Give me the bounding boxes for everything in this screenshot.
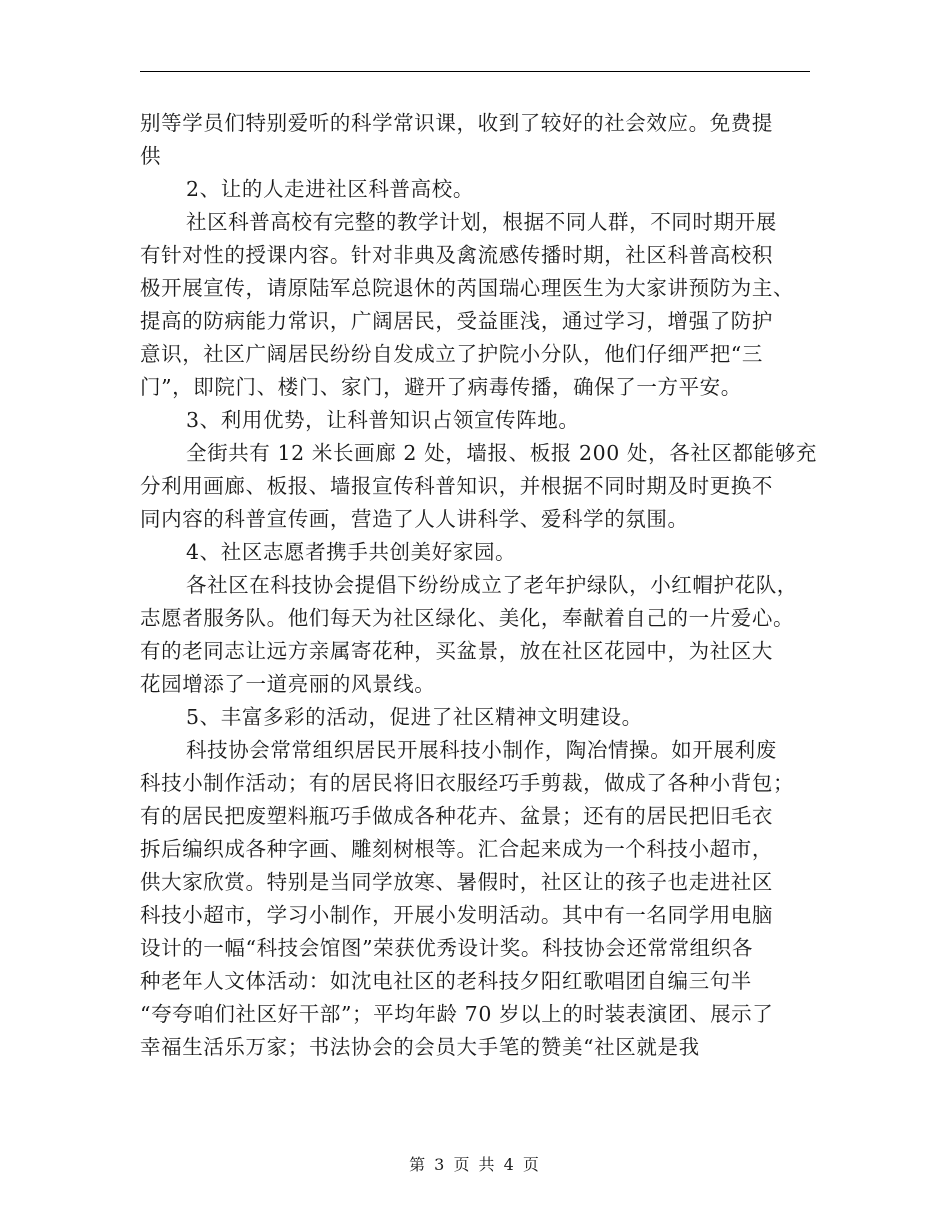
text-line: 科技小制作活动；有的居民将旧衣服经巧手剪裁，做成了各种小背包； (140, 771, 795, 795)
text-line: 科技协会常常组织居民开展科技小制作，陶冶情操。如开展利废 (186, 738, 777, 762)
text-line: 极开展宣传，请原陆军总院退休的芮国瑞心理医生为大家讲预防为主、 (140, 276, 795, 300)
document-body (140, 107, 817, 1064)
text-line: 设计的一幅“科技会馆图”荣获优秀设计奖。科技协会还常常组织各 (140, 936, 753, 960)
text-line: 意识，社区广阔居民纷纷自发成立了护院小分队，他们仔细严把“三 (140, 342, 763, 366)
header-rule (140, 71, 810, 72)
text-line: “夸夸咱们社区好干部”；平均年龄 70 岁以上的时装表演团、展示了 (140, 1002, 774, 1026)
page-footer: 第 3 页 共 4 页 (409, 1155, 541, 1174)
text-line: 幸福生活乐万家；书法协会的会员大手笔的赞美“社区就是我 (140, 1035, 700, 1059)
text-line: 有的老同志让远方亲属寄花种，买盆景，放在社区花园中，为社区大 (140, 639, 773, 663)
text-line: 各社区在科技协会提倡下纷纷成立了老年护绿队，小红帽护花队， (186, 573, 798, 597)
section-heading: 3、利用优势，让科普知识占领宣传阵地。 (186, 408, 580, 432)
section-heading: 5、丰富多彩的活动，促进了社区精神文明建设。 (186, 705, 643, 729)
text-line: 同内容的科普宣传画，营造了人人讲科学、爱科学的氛围。 (140, 507, 689, 531)
text-line: 全街共有 12 米长画廊 2 处，墙报、板报 200 处，各社区都能够充 (186, 441, 817, 465)
text-line: 志愿者服务队。他们每天为社区绿化、美化，奉献着自己的一片爱心。 (140, 606, 795, 630)
text-line: 供 (140, 144, 162, 168)
text-line: 种老年人文体活动：如沈电社区的老科技夕阳红歌唱团自编三句半 (140, 969, 752, 993)
section-heading: 2、让的人走进社区科普高校。 (186, 177, 474, 201)
text-line: 提高的防病能力常识，广阔居民，受益匪浅，通过学习，增强了防护 (140, 309, 773, 333)
text-line: 有的居民把废塑料瓶巧手做成各种花卉、盆景；还有的居民把旧毛衣 (140, 804, 773, 828)
text-line: 有针对性的授课内容。针对非典及禽流感传播时期，社区科普高校积 (140, 243, 773, 267)
text-line: 别等学员们特别爱听的科学常识课，收到了较好的社会效应。免费提 (140, 111, 773, 135)
text-line: 科技小超市，学习小制作，开展小发明活动。其中有一名同学用电脑 (140, 903, 773, 927)
text-line: 社区科普高校有完整的教学计划，根据不同人群，不同时期开展 (186, 210, 777, 234)
text-line: 拆后编织成各种字画、雕刻树根等。汇合起来成为一个科技小超市， (140, 837, 773, 861)
text-line: 花园增添了一道亮丽的风景线。 (140, 672, 436, 696)
section-heading: 4、社区志愿者携手共创美好家园。 (186, 540, 517, 564)
text-line: 分利用画廊、板报、墙报宣传科普知识，并根据不同时期及时更换不 (140, 474, 773, 498)
text-line: 供大家欣赏。特别是当同学放寒、暑假时，社区让的孩子也走进社区 (140, 870, 773, 894)
text-line: 门”，即院门、楼门、家门，避开了病毒传播，确保了一方平安。 (140, 375, 742, 399)
